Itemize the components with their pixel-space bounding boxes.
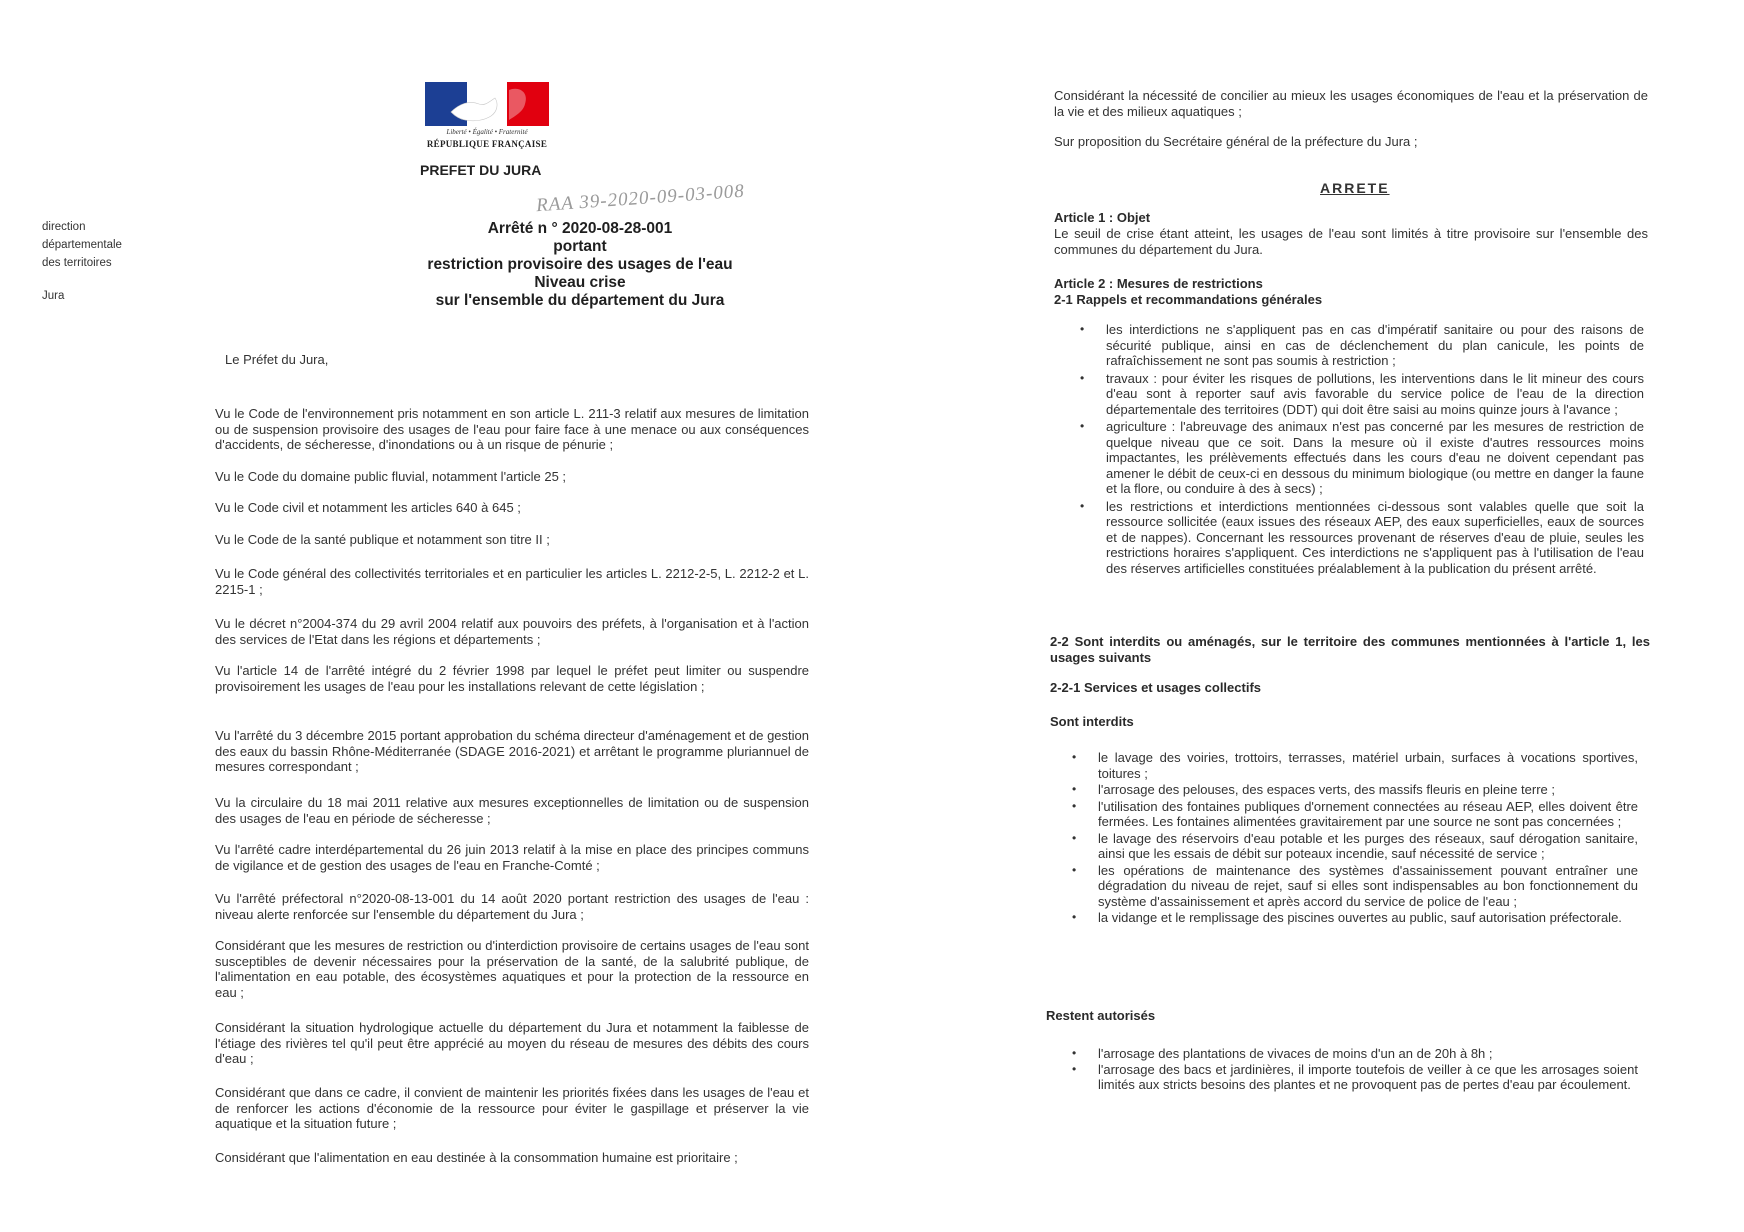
department-name: Jura <box>42 290 65 302</box>
bullet-icon: • <box>1072 830 1077 845</box>
paragraph: Considérant la situation hydrologique actuelle du département du Jura et notamment la faiblesse de l'étiage des rivières tel qu'il peut être apprécié au moyen du réseau de mesures des débits des cours d'eau ; <box>215 1020 809 1066</box>
paragraph: Vu l'arrêté cadre interdépartemental du 26 juin 2013 relatif à la mise en place des principes communs de vigilance et de gestion des usages de l'eau en Franche-Comté ; <box>215 842 809 873</box>
republic-label: RÉPUBLIQUE FRANÇAISE <box>426 139 548 149</box>
paragraph: Considérant que les mesures de restriction ou d'interdiction provisoire de certains usages de l'eau sont susceptibles de devenir nécessaires pour la préservation de la santé, de la salubrité publique, de l'alimentation en eau potable, des écosystèmes aquatiques et pour la protection de la ressource en eau ; <box>215 938 809 1000</box>
interdits-heading: Sont interdits <box>1050 714 1134 729</box>
list-item <box>1080 498 1644 577</box>
list-item <box>1072 910 1638 926</box>
bullet-icon: • <box>1072 910 1077 924</box>
paragraph: Vu l'arrêté préfectoral n°2020-08-13-001 du 14 août 2020 portant restriction des usages de l'eau : niveau alerte renforcée sur l'ensemble du département du Jura ; <box>215 891 809 922</box>
marianne-icon <box>425 82 549 126</box>
article1-heading: Article 1 : Objet <box>1054 210 1151 225</box>
service-line: des territoires <box>42 257 112 269</box>
title-line: portant <box>553 238 607 255</box>
paragraph: Vu le Code du domaine public fluvial, notamment l'article 25 ; <box>215 469 567 484</box>
bullet-icon: • <box>1072 1046 1077 1060</box>
paragraph: Vu le Code civil et notamment les articles 640 à 645 ; <box>215 500 521 515</box>
title-line: sur l'ensemble du département du Jura <box>435 292 725 309</box>
list-item <box>1072 830 1638 862</box>
list-item-text: les restrictions et interdictions mentionnées ci-dessous sont valables quelle que soit la ressource sollicitée (eaux issues des réseaux AEP, des eaux superficielles, eaux de sources et de nappes). Concernant les ressources provenant de réserves d'eau de pluie, seules les restrictions horaires s'appliquent. Ces interdictions ne s'appliquent pas à l'utilisation de l'eau des réserves artificielles constituées préalablement à la publication du présent arrêté. <box>1106 498 1644 576</box>
list-item-text: le lavage des voiries, trottoirs, terrasses, matériel urbain, surfaces à vocations sportives, toitures ; <box>1098 750 1638 781</box>
paragraph: Vu le Code de l'environnement pris notamment en son article L. 211-3 relatif aux mesures de limitation ou de suspension provisoire des usages de l'eau pour faire face à une menace ou aux conséquences d'accidents, de sécheresse, d'inondations ou à un risque de pénurie ; <box>215 406 809 452</box>
section-2-2-1-heading: 2-2-1 Services et usages collectifs <box>1050 680 1262 695</box>
logo-motto: Liberté • Égalité • Fraternité <box>446 128 528 136</box>
list-item <box>1072 798 1638 830</box>
list-item-text: l'arrosage des bacs et jardinières, il importe toutefois de veiller à ce que les arrosages soient limités aux stricts besoins des plantes et ne provoquent pas de pertes d'eau par écoulement. <box>1098 1061 1638 1092</box>
section-2-1-heading: 2-1 Rappels et recommandations générales <box>1054 292 1323 307</box>
decree-title <box>380 220 780 310</box>
autorises-heading: Restent autorisés <box>1046 1008 1156 1023</box>
article1-text: Le seuil de crise étant atteint, les usages de l'eau sont limités à titre provisoire sur l'ensemble des communes du département du Jura. <box>1054 226 1648 257</box>
paragraph: Considérant que dans ce cadre, il convient de maintenir les priorités fixées dans les usages de l'eau et de renforcer les actions d'économie de la ressource pour éviter le gaspillage et préserver la vie aquatique et la situation future ; <box>215 1085 809 1131</box>
bullet-icon: • <box>1080 498 1085 513</box>
list-item-text: le lavage des réservoirs d'eau potable et les purges des réseaux, sauf dérogation sanitaire, ainsi que les essais de débit sur poteaux incendie, sauf nécessité de service ; <box>1098 830 1638 861</box>
paragraph: Vu la circulaire du 18 mai 2011 relative aux mesures exceptionnelles de limitation ou de suspension des usages de l'eau en période de sécheresse ; <box>215 795 809 826</box>
list-item-text: travaux : pour éviter les risques de pollutions, les interventions dans le lit mineur des cours d'eau sont à reporter sauf avis favorable du service police de l'eau de la direction départementale des territoires (DDT) qui doit être saisi au moins quinze jours à l'avance ; <box>1106 370 1644 417</box>
list-item-text: les interdictions ne s'appliquent pas en cas d'impératif sanitaire ou pour des raisons de sécurité publique, ainsi en cas de déclenchement du plan canicule, les points de rafraîchissement ne sont pas soumis à restriction ; <box>1106 322 1644 368</box>
list-item <box>1072 862 1638 910</box>
bullet-icon: • <box>1072 798 1077 813</box>
interdits-list <box>1072 750 1638 927</box>
bullet-icon: • <box>1072 750 1077 764</box>
section-2-2-heading: 2-2 Sont interdits ou aménagés, sur le territoire des communes mentionnées à l'article 1, les usages suivants <box>1050 634 1650 665</box>
paragraph: Considérant que l'alimentation en eau destinée à la consommation humaine est prioritaire ; <box>215 1150 738 1165</box>
list-item <box>1072 750 1638 781</box>
list-item-text: la vidange et le remplissage des piscines ouvertes au public, sauf autorisation préfectorale. <box>1098 910 1622 925</box>
handwritten-stamp: RAA 39-2020-09-03-008 <box>535 180 746 217</box>
list-item-text: l'utilisation des fontaines publiques d'ornement connectées au réseau AEP, elles doivent être fermées. Les fontaines alimentées gravitairement par une source ne sont pas concernées ; <box>1098 798 1638 829</box>
autorises-list <box>1072 1046 1638 1093</box>
title-line: restriction provisoire des usages de l'eau <box>427 256 733 273</box>
bullet-icon: • <box>1072 782 1077 796</box>
list-item <box>1072 782 1638 798</box>
list-item-text: l'arrosage des pelouses, des espaces verts, des massifs fleuris en pleine terre ; <box>1098 782 1555 797</box>
intro-line: Le Préfet du Jura, <box>225 352 329 367</box>
list-item-text: l'arrosage des plantations de vivaces de moins d'un an de 20h à 8h ; <box>1098 1046 1493 1061</box>
list-item <box>1072 1046 1638 1062</box>
list-item <box>1080 322 1644 369</box>
paragraph: Sur proposition du Secrétaire général de la préfecture du Jura ; <box>1054 134 1418 149</box>
bullet-icon: • <box>1080 419 1085 433</box>
paragraph: Vu le décret n°2004-374 du 29 avril 2004 relatif aux pouvoirs des préfets, à l'organisation et à l'action des services de l'Etat dans les régions et départements ; <box>215 616 809 647</box>
bullet-icon: • <box>1080 322 1085 336</box>
paragraph: Vu l'arrêté du 3 décembre 2015 portant approbation du schéma directeur d'aménagement et de gestion des eaux du bassin Rhône-Méditerranée (SDAGE 2016-2021) et arrêtant le programme pluriannuel de mesures correspondant ; <box>215 728 809 774</box>
paragraph: Vu le Code général des collectivités territoriales et en particulier les articles L. 2212-2-5, L. 2212-2 et L. 2215-1 ; <box>215 566 809 597</box>
bullet-icon: • <box>1080 370 1085 385</box>
bullet-icon: • <box>1072 862 1077 877</box>
service-line: départementale <box>42 239 122 251</box>
service-line: direction <box>42 221 86 233</box>
recommendations-list <box>1080 322 1644 578</box>
list-item <box>1080 419 1644 497</box>
list-item-text: agriculture : l'abreuvage des animaux n'est pas concerné par les mesures de restriction de quelque niveau que ce soit. Dans la mesure où il existe d'autres ressources moins impactantes, les prélèvements effectués dans les cours d'eau ne doivent cependant pas amener le débit de ceux-ci en dessous du minimum biologique (ou mettre en danger la faune et la flore, ou conduire à des à secs) ; <box>1106 419 1644 496</box>
prefet-title: PREFET DU JURA <box>420 162 542 178</box>
paragraph: Vu le Code de la santé publique et notamment son titre II ; <box>215 532 550 547</box>
paragraph: Vu l'article 14 de l'arrêté intégré du 2 février 1998 par lequel le préfet peut limiter ou suspendre provisoirement les usages de l'eau pour les installations relevant de cette législation ; <box>215 663 809 694</box>
paragraph: Considérant la nécessité de concilier au mieux les usages économiques de l'eau et la préservation de la vie et des milieux aquatiques ; <box>1054 88 1648 119</box>
list-item <box>1072 1061 1638 1093</box>
arrete-heading: ARRETE <box>1320 180 1390 196</box>
title-line: Niveau crise <box>534 274 626 291</box>
bullet-icon: • <box>1072 1061 1077 1076</box>
list-item <box>1080 370 1644 418</box>
list-item-text: les opérations de maintenance des systèmes d'assainissement pouvant entraîner une dégradation du niveau de rejet, sauf si elles sont indispensables au bon fonctionnement du système d'assainissement et après accord du service de police de l'eau ; <box>1098 862 1638 909</box>
title-line: Arrêté n ° 2020-08-28-001 <box>487 220 673 237</box>
article2-heading: Article 2 : Mesures de restrictions <box>1054 276 1263 291</box>
service-name <box>42 218 122 272</box>
